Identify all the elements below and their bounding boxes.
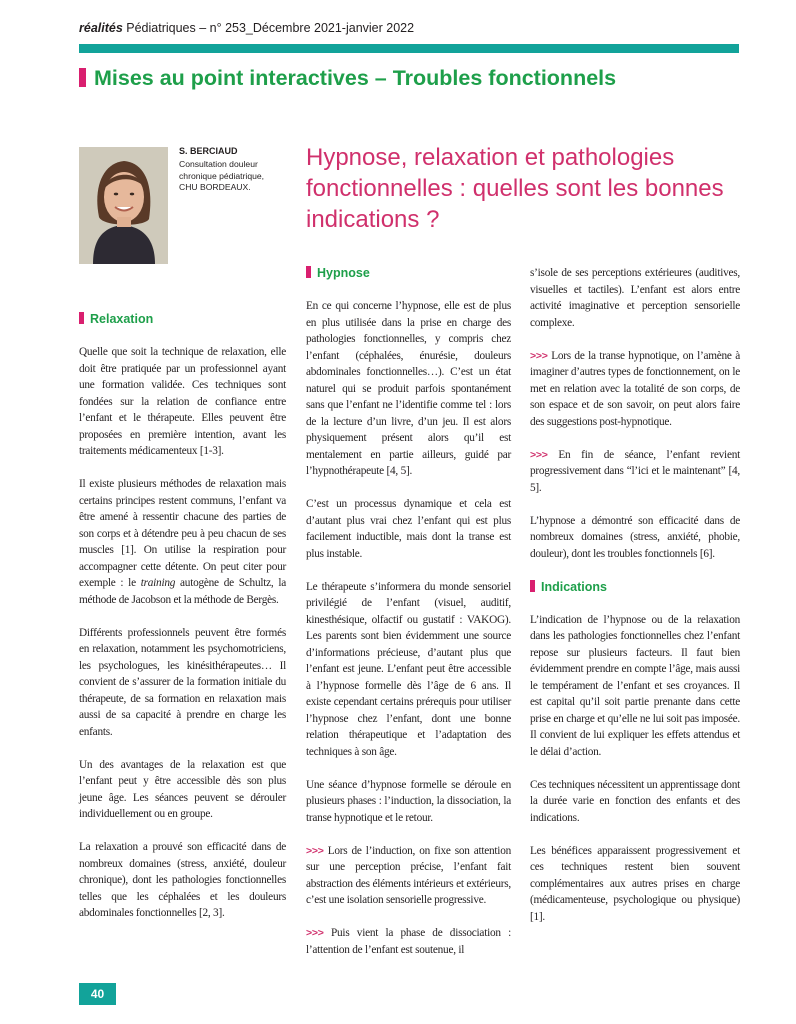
arrow-marker: >>> — [530, 349, 548, 362]
heading-marker — [306, 266, 311, 278]
paragraph: Les bénéfices apparaissent progressivement et ces techniques restent bien souvent complémentaires aux autres prises en charge (médicamenteuse, psychologique ou physique) [1]. — [530, 844, 740, 923]
heading-relaxation: Relaxation — [79, 311, 286, 328]
paragraph: Un des avantages de la relaxation est que l’enfant peut y être accessible dès son plus jeune âge. Les séances peuvent se dérouler individuellement ou en groupe. — [79, 758, 286, 820]
heading-marker — [530, 580, 535, 592]
paragraph: L’hypnose a démontré son efficacité dans de nombreux domaines (stress, anxiété, phobie, douleur), dont les troubles fonctionnels [6]. — [530, 514, 740, 560]
paragraph: s’isole de ses perceptions extérieures (auditives, visuelles et tactiles). L’enfant est alors entre activité imaginative et perception sensorielle complexe. — [530, 267, 740, 329]
author-name: S. BERCIAUD — [179, 146, 238, 156]
paragraph: Le thérapeute s’informera du monde sensoriel privilégié de l’enfant (visuel, auditif, kinesthésique, olfactif ou gustatif : VAKOG). Les parents sont bien évidemment une source d’informations précieuse, d’autant plus que l’enfant est jeune. L’enfant peut être accessible à l’hypnose formelle dès l’âge de 6 ans. Il existe cependant certains prérequis pour utiliser l’hypnose chez l’enfant, dont une bonne relation thérapeutique et l’adaptation des techniques à son âge. — [306, 580, 511, 758]
header-rule — [79, 44, 739, 53]
paragraph: >>> Lors de l’induction, on fixe son attention sur une perception précise, l’enfant fait abstraction des éléments intérieurs et extérieurs, c’est une isolation sensorielle progressive. — [306, 844, 511, 906]
paragraph: Une séance d’hypnose formelle se déroule en plusieurs phases : l’induction, la dissociation, la transe hypnotique et le retour. — [306, 778, 511, 824]
paragraph: >>> Lors de la transe hypnotique, on l’amène à imaginer d’autres types de fonctionnement, on le met en relation avec la totalité de son corps, de son espace et de son savoir, on peut alors faire des suggestions post-hypnotique. — [530, 349, 740, 428]
paragraph: Différents professionnels peuvent être formés en relaxation, notamment les psychomotriciens, les psychologues, les kinésithérapeutes… Il convient de s’assurer de la formation initiale du thérapeute, de sa formation en relaxation mais aussi de sa capacité à prendre en charge les enfants. — [79, 626, 286, 738]
journal-name: réalités — [79, 21, 123, 35]
section-title-text: Mises au point interactives – Troubles fonctionnels — [94, 66, 617, 90]
heading-hypnose: Hypnose — [306, 265, 511, 282]
running-header — [79, 21, 414, 35]
issue-info: Pédiatriques – n° 253_Décembre 2021-janvier 2022 — [122, 21, 415, 35]
paragraph: La relaxation a prouvé son efficacité dans de nombreux domaines (stress, anxiété, douleur chronique), dont les pathologies fonctionnelles telles que les céphalées et les douleurs abdominales fonctionnelles [2, 3]. — [79, 841, 286, 919]
paragraph: Quelle que soit la technique de relaxation, elle doit être pratiquée par un professionnel ayant une formation validée. Ces techniques sont fondées sur la relation de confiance entre l’enfant et le thérapeute. Elles peuvent être proposées en première intention, avant les traitements médicamenteux [1-3]. — [79, 346, 286, 457]
author-portrait-image — [79, 147, 168, 264]
arrow-marker: >>> — [306, 844, 324, 857]
heading-indications: Indications — [530, 579, 740, 596]
author-affiliation: Consultation douleur chronique pédiatrique, CHU BORDEAUX. — [179, 159, 265, 193]
author-photo — [79, 147, 168, 264]
article-title: Hypnose, relaxation et pathologies fonctionnelles : quelles sont les bonnes indications ? — [306, 144, 724, 233]
column-left — [79, 311, 286, 938]
arrow-marker: >>> — [306, 927, 324, 939]
section-title — [79, 66, 616, 91]
column-right — [530, 265, 740, 942]
paragraph: En ce qui concerne l’hypnose, elle est de plus en plus utilisée dans la prise en charge des pathologies fonctionnelles, y compris chez l’enfant (céphalées, énurésie, douleurs abdominales fonctionnelles…). C’est un état naturel qui se produit parfois spontanément sans que l’enfant ne l’identifie comme tel : lors de la lecture d’un livre, d’un jeu. Il est alors physiquement présent alors qu’il est mentalement en partie ailleurs, guidé par l’hypnothérapeute [4, 5]. — [306, 300, 511, 477]
paragraph: Ces techniques nécessitent un apprentissage dont la durée varie en fonction des enfants et des indications. — [530, 778, 740, 824]
paragraph: C’est un processus dynamique et cela est d’autant plus vrai chez l’enfant qui est plus facilement inductible, mais dont la transe est plus instable. — [306, 498, 511, 560]
paragraph: >>> En fin de séance, l’enfant revient progressivement dans “l’ici et le maintenant” [4, 5]. — [530, 448, 740, 494]
arrow-marker: >>> — [530, 448, 548, 461]
paragraph: L’indication de l’hypnose ou de la relaxation dans les pathologies fonctionnelles chez l’enfant repose sur plusieurs facteurs. Il faut bien évidemment prendre en compte l’âge, mais aussi le tempérament de l’enfant et ses croyances. Il est capital qu’il soit partie prenante dans cette prise en charge et qu’elle ne lui soit pas imposée. Il convient de lui expliquer les effets attendus et le délai d’action. — [530, 613, 740, 758]
column-middle — [306, 265, 511, 975]
page-number: 40 — [79, 983, 116, 1005]
paragraph: >>> Puis vient la phase de dissociation : l’attention de l’enfant est soutenue, il — [306, 927, 511, 956]
section-marker — [79, 68, 86, 87]
paragraph: Il existe plusieurs méthodes de relaxation mais certains principes restent communs, l’enfant va être amené à ressentir chacune des parties de son corps et à détendre peu à peu chacun de ses muscles [1]. On utilise la respiration pour accompagner cette détente. On peut citer pour exemple : le training autogène de Schultz, la méthode de Jacobson et la méthode de Bergès. — [79, 478, 286, 606]
heading-marker — [79, 312, 84, 324]
